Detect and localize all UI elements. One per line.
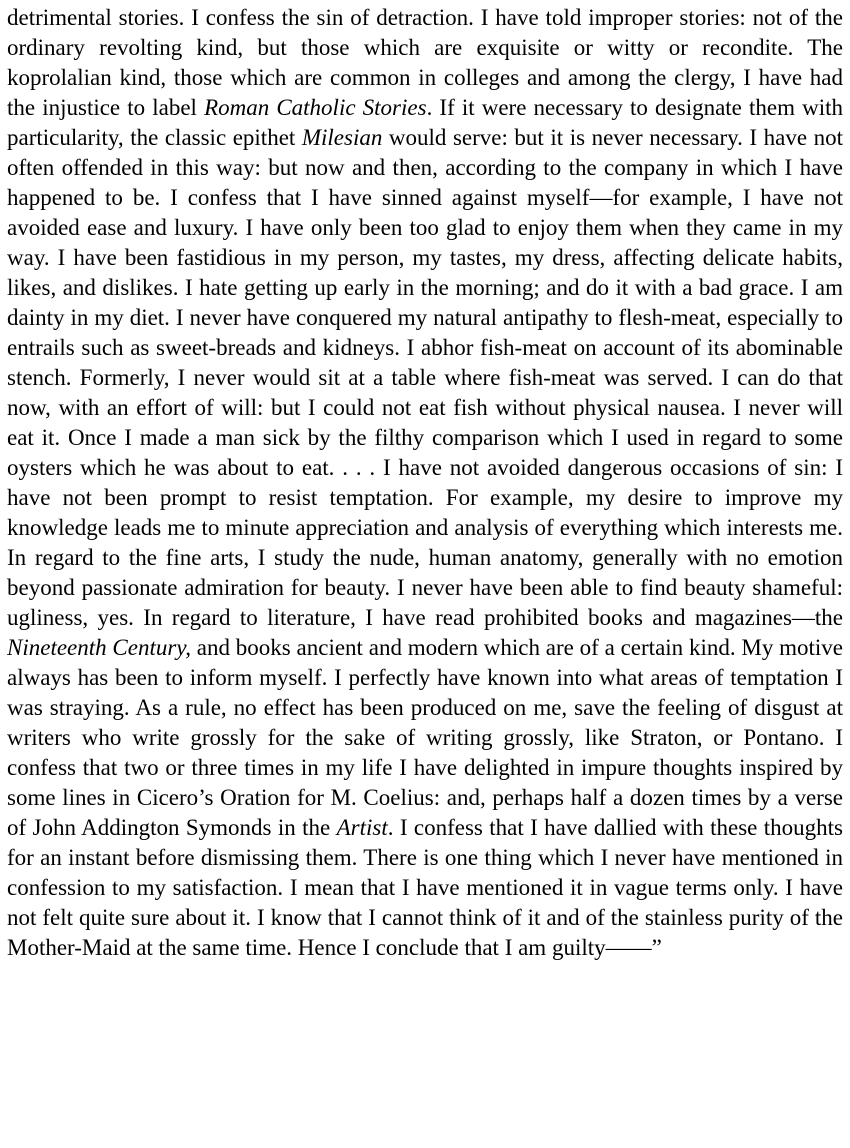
body-paragraph — [7, 3, 843, 963]
text-run: . If it were necessary to designate them with particularity, the classic epithet — [7, 95, 843, 150]
text-run: detrimental stories. I confess the sin of detraction. I have told improper stories: not of the ordinary revolting kind, but those which are exquisite or witty or recondite. The koprolalian kind, those which are common in colleges and among the clergy, I have had the injustice to label — [7, 5, 843, 120]
text-run: and books ancient and modern which are of a certain kind. My motive always has been to inform myself. I perfectly have known into what areas of temptation I was straying. As a rule, no effect has been produced on me, save the feeling of disgust at writers who write grossly for the sake of writing grossly, like Straton, or Pontano. I confess that two or three times in my life I have delighted in impure thoughts inspired by some lines in Cicero’s Oration for M. Coelius: and, perhaps half a dozen times by a verse of John Addington Symonds in the — [7, 635, 844, 840]
text-run: would serve: but it is never necessary. I have not often offended in this way: but now and then, according to the company in which I have happened to be. I confess that I have sinned against myself—for example, I have not avoided ease and luxury. I have only been too glad to enjoy them when they came in my way. I have been fastidious in my person, my tastes, my dress, affecting delicate habits, likes, and dislikes. I hate getting up early in the morning; and do it with a bad grace. I am dainty in my diet. I never have conquered my natural antipathy to flesh-meat, especially to entrails such as sweet-breads and kidneys. I abhor fish-meat on account of its abominable stench. Formerly, I never would sit at a table where fish-meat was served. I can do that now, with an effort of will: but I could not eat fish without physical nausea. I never will eat it. Once I made a man sick by the filthy comparison which I used in regard to some oysters which he was about to eat. . . . I have not avoided dangerous occasions of sin: I have not been prompt to resist temptation. For example, my desire to improve my knowledge leads me to minute appreciation and analysis of everything which interests me. In regard to the fine arts, I study the nude, human anatomy, generally with no emotion beyond passionate admiration for beauty. I never have been able to find beauty shameful: ugliness, yes. In regard to literature, I have read prohibited books and magazines—the — [7, 125, 843, 630]
italic-text-run: Nineteenth Century, — [7, 635, 192, 660]
italic-text-run: Roman Catholic Stories — [204, 95, 427, 120]
italic-text-run: Artist — [336, 815, 388, 840]
text-run: . I confess that I have dallied with these thoughts for an instant before dismissing them. There is one thing which I never have mentioned in confession to my satisfaction. I mean that I have mentioned it in vague terms only. I have not felt quite sure about it. I know that I cannot think of it and of the stainless purity of the Mother-Maid at the same time. Hence I conclude that I am guilty——” — [7, 815, 843, 960]
italic-text-run: Milesian — [301, 125, 383, 150]
